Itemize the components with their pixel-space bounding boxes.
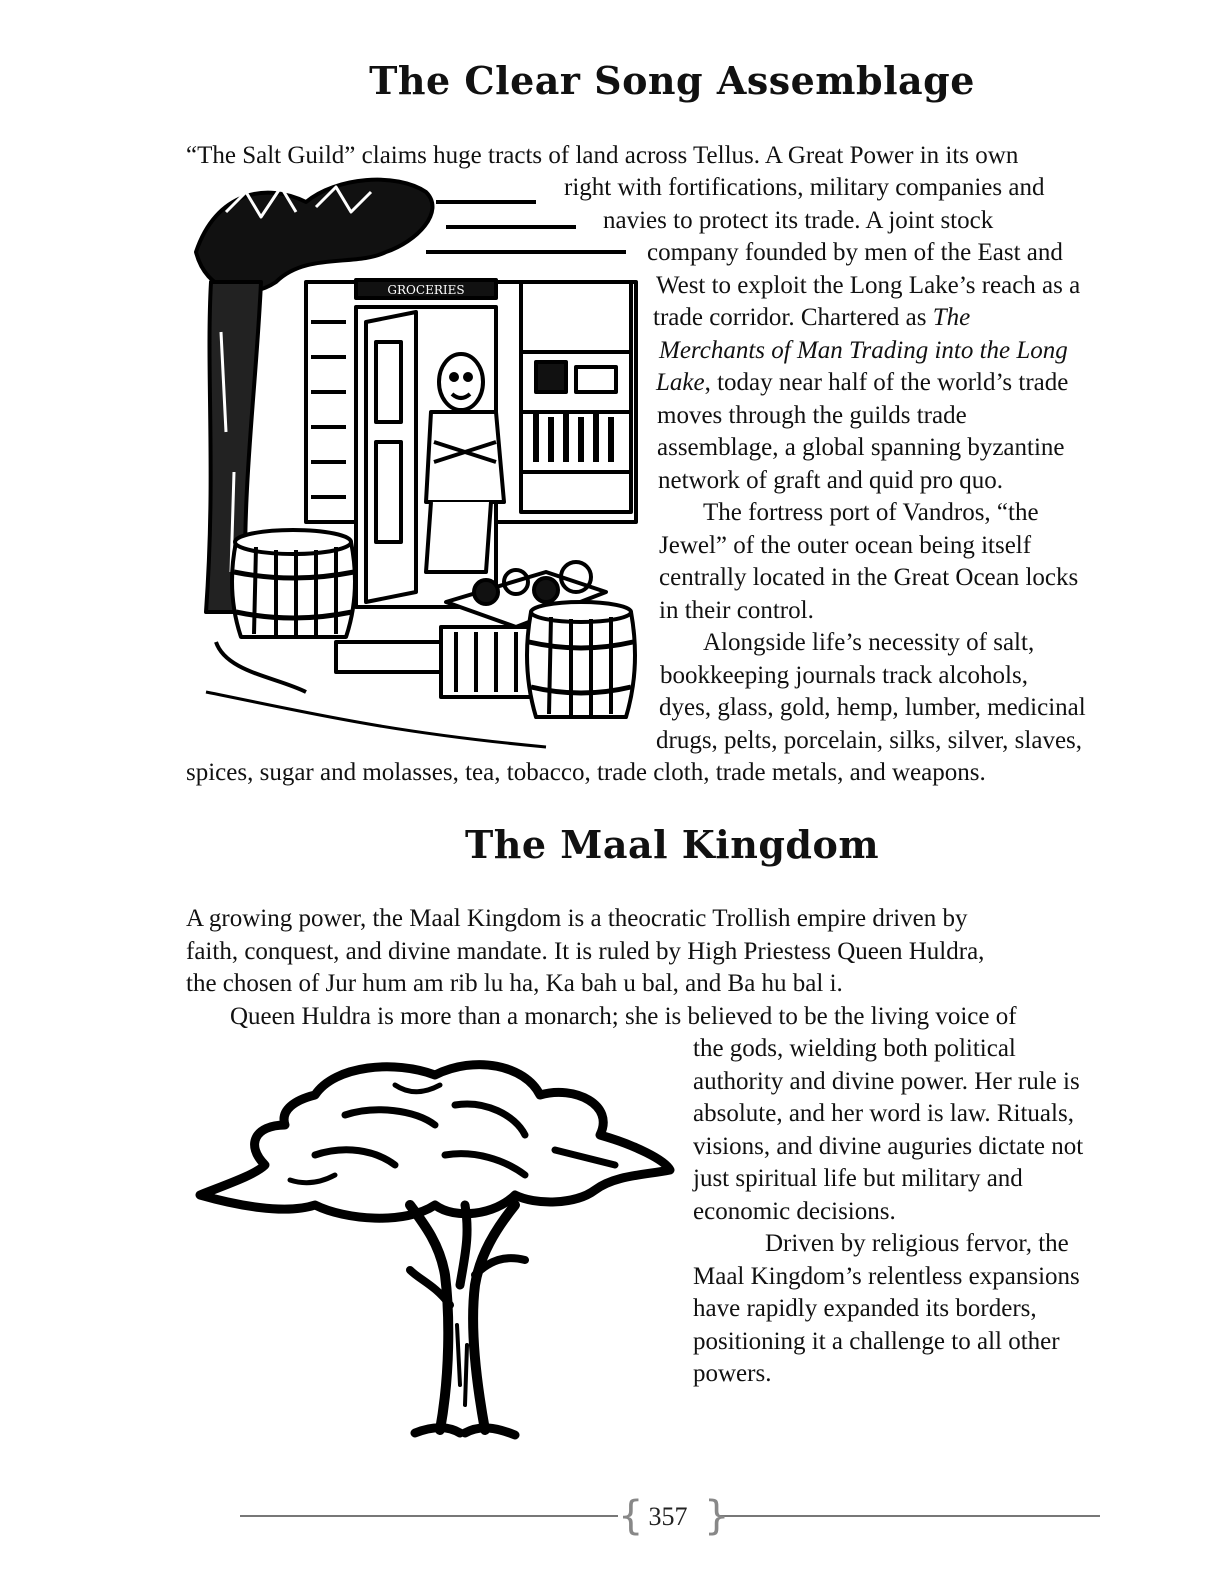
paragraph-line: A growing power, the Maal Kingdom is a theocratic Trollish empire driven by xyxy=(186,905,968,932)
italic-text: Lake xyxy=(656,369,705,396)
paragraph-line: Driven by religious fervor, the xyxy=(765,1230,1069,1257)
paragraph-line xyxy=(653,302,970,334)
paragraph-line xyxy=(659,335,1068,367)
text-span: trade corridor. Chartered as xyxy=(653,304,933,331)
paragraph-line: the gods, wielding both political xyxy=(693,1035,1016,1062)
paragraph-line: right with fortifications, military companies and xyxy=(564,174,1045,201)
paragraph-line: assemblage, a global spanning byzantine xyxy=(657,434,1065,461)
paragraph-line: company founded by men of the East and xyxy=(647,239,1063,266)
paragraph-line: moves through the guilds trade xyxy=(657,402,967,429)
shopfront-illustration xyxy=(186,172,642,752)
paragraph-line: “The Salt Guild” claims huge tracts of land across Tellus. A Great Power in its own xyxy=(186,142,1019,169)
italic-text: Merchants of Man Trading into the Long xyxy=(659,337,1068,364)
paragraph-line: Alongside life’s necessity of salt, xyxy=(703,629,1035,656)
footer-rule-left xyxy=(240,1515,618,1517)
paragraph-line: Jewel” of the outer ocean being itself xyxy=(659,532,1032,559)
paragraph-line: powers. xyxy=(693,1360,772,1387)
page-number-right-brace: } xyxy=(704,1493,730,1539)
paragraph-line: the chosen of Jur hum am rib lu ha, Ka bah u bal, and Ba hu bal i. xyxy=(186,970,843,997)
paragraph-line: positioning it a challenge to all other xyxy=(693,1328,1060,1355)
section-title-maal-kingdom: The Maal Kingdom xyxy=(464,822,880,867)
section-title-clear-song: The Clear Song Assemblage xyxy=(369,58,975,103)
paragraph-line: dyes, glass, gold, hemp, lumber, medicinal xyxy=(659,694,1086,721)
paragraph-line: The fortress port of Vandros, “the xyxy=(703,499,1039,526)
italic-text: The xyxy=(932,304,971,331)
paragraph-line: spices, sugar and molasses, tea, tobacco, trade cloth, trade metals, and weapons. xyxy=(186,759,986,786)
paragraph-line: West to exploit the Long Lake’s reach as a xyxy=(656,272,1081,299)
paragraph-line: navies to protect its trade. A joint stock xyxy=(603,207,994,234)
paragraph-line: centrally located in the Great Ocean locks xyxy=(659,564,1079,591)
page-number: 357 xyxy=(648,1502,688,1531)
paragraph-line: economic decisions. xyxy=(693,1198,896,1225)
tree-illustration xyxy=(195,1055,675,1440)
paragraph-line: network of graft and quid pro quo. xyxy=(658,467,1004,494)
paragraph-line: bookkeeping journals track alcohols, xyxy=(660,662,1028,689)
paragraph-line: Maal Kingdom’s relentless expansions xyxy=(693,1263,1080,1290)
paragraph-line: Queen Huldra is more than a monarch; she is believed to be the living voice of xyxy=(230,1003,1017,1030)
paragraph-line: just spiritual life but military and xyxy=(693,1165,1023,1192)
footer-rule-right xyxy=(718,1515,1100,1517)
svg-text:GROCERIES: GROCERIES xyxy=(387,283,465,297)
paragraph-line: authority and divine power. Her rule is xyxy=(693,1068,1080,1095)
page-number-left-brace: { xyxy=(618,1493,644,1539)
paragraph-line: absolute, and her word is law. Rituals, xyxy=(693,1100,1074,1127)
paragraph-line: faith, conquest, and divine mandate. It is ruled by High Priestess Queen Huldra, xyxy=(186,938,985,965)
text-span: , today near half of the world’s trade xyxy=(704,369,1069,396)
paragraph-line: drugs, pelts, porcelain, silks, silver, slaves, xyxy=(656,727,1083,754)
paragraph-line: have rapidly expanded its borders, xyxy=(693,1295,1037,1322)
paragraph-line: visions, and divine auguries dictate not xyxy=(693,1133,1084,1160)
paragraph-line xyxy=(656,367,1068,399)
paragraph-line: in their control. xyxy=(659,597,814,624)
